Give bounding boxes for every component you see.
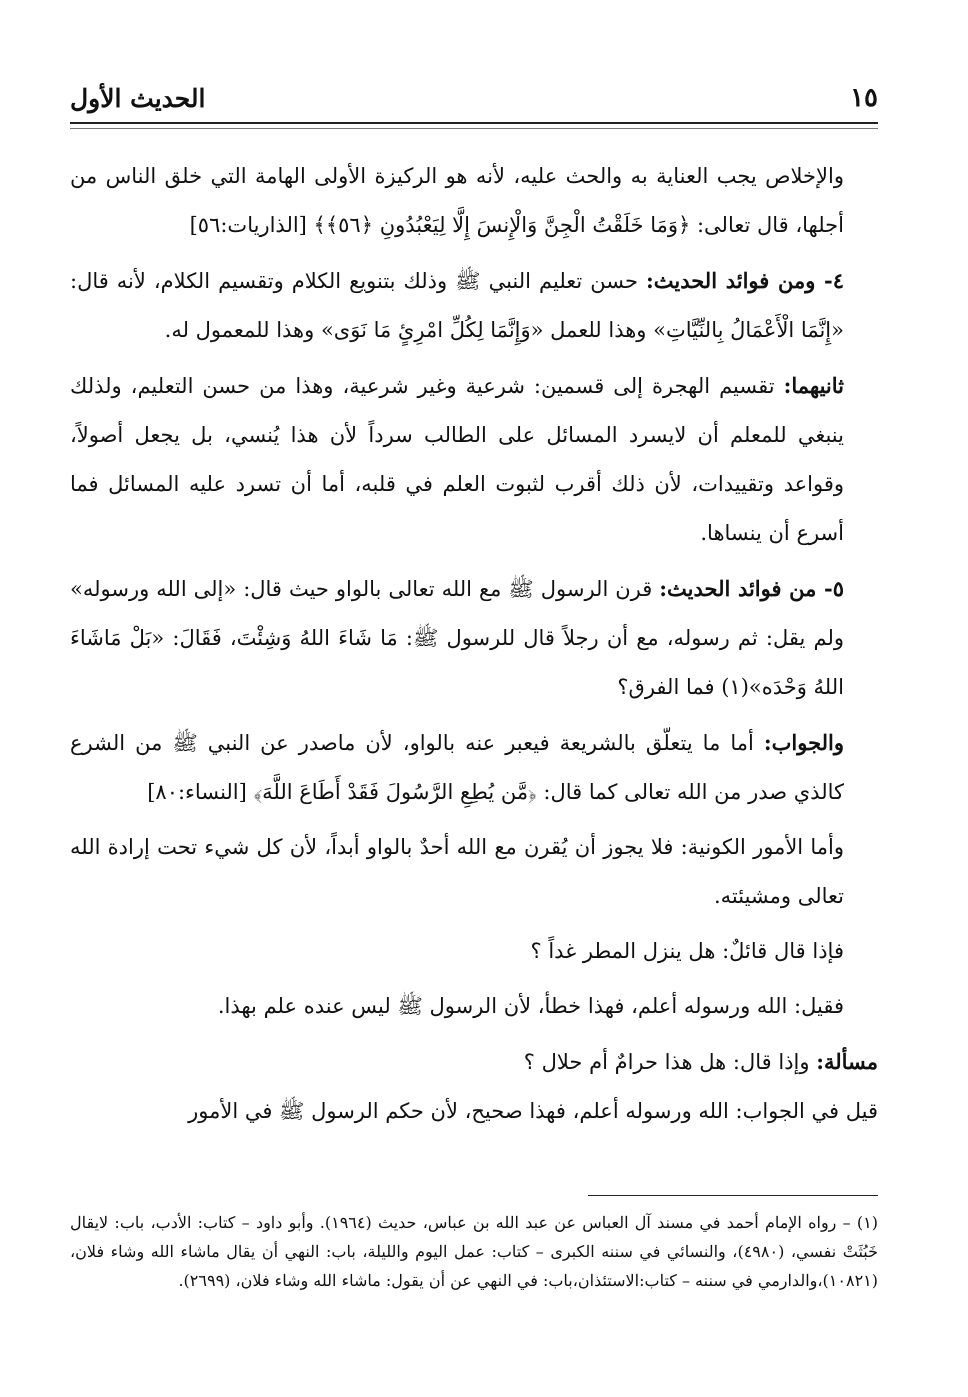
paragraph-7-text: فإذا قال قائلٌ: هل ينزل المطر غداً ؟ bbox=[530, 939, 844, 963]
paragraph-5 bbox=[70, 718, 878, 817]
paragraph-6 bbox=[70, 823, 878, 921]
paragraph-4-lead: ٥- من فوائد الحديث: bbox=[659, 576, 844, 601]
paragraph-2-text: حسن تعليم النبي ﷺ وذلك بتنويع الكلام وتقسيم الكلام، لأنه قال: «إِنَّمَا الْأَعْمَالُ بِالنِّيَّاتِ» وهذا للعمل «وَإِنَّمَا لِكُلِّ امْرِئٍ مَا نَوَى» وهذا للمعمول له. bbox=[70, 269, 844, 342]
paragraph-5-text: أما ما يتعلّق بالشريعة فيعبر عنه بالواو، لأن ماصدر عن النبي ﷺ من الشرع كالذي صدر من الله تعالى كما قال: ﴿مَّن يُطِعِ الرَّسُولَ فَقَدْ أَطَاعَ اللَّهَ﴾ [النساء:٨٠] bbox=[70, 731, 844, 804]
page-header bbox=[70, 78, 878, 118]
paragraph-1-text: والإخلاص يجب العناية به والحث عليه، لأنه هو الركيزة الأولى الهامة التي خلق الناس من أجلها، قال تعالى: ﴿وَمَا خَلَقْتُ الْجِنَّ وَالْإِنسَ إِلَّا لِيَعْبُدُونِ ﴿٥٦﴾﴾ [الذاريات:٥٦] bbox=[70, 164, 844, 237]
page-number: ١٥ bbox=[850, 83, 878, 113]
paragraph-3 bbox=[70, 361, 878, 558]
paragraph-8-text: فقيل: الله ورسوله أعلم، فهذا خطأ، لأن الرسول ﷺ ليس عنده علم بهذا. bbox=[217, 994, 844, 1018]
paragraph-8 bbox=[70, 982, 878, 1031]
footnote-1: (١) – رواه الإمام أحمد في مسند آل العباس عن عبد الله بن عباس، حديث (١٩٦٤). وأبو داود – كتاب: الأدب، باب: لايقال خَبُثَتْ نفسي، (٤٩٨٠)، والنسائي في سننه الكبرى – كتاب: عمل اليوم والليلة، باب: النهي أن يقال ماشاء الله وشاء فلان، (١٠٨٢١)،والدارمي في سننه – كتاب:الاستئذان،باب: في النهي عن أن يقول: ماشاء الله وشاء فلان، (٢٦٩٩). bbox=[70, 1213, 879, 1290]
paragraph-2-lead: ٤- ومن فوائد الحديث: bbox=[646, 268, 844, 293]
main-text bbox=[70, 152, 878, 1142]
paragraph-4-text: قرن الرسول ﷺ مع الله تعالى بالواو حيث قال: «إلى الله ورسوله» ولم يقل: ثم رسوله، مع أن رجلاً قال للرسول ﷺ: مَا شَاءَ اللهُ وَشِئْتَ، فَقَالَ: «بَلْ مَاشَاءَ اللهُ وَحْدَه»(١) فما الفرق؟ bbox=[70, 577, 844, 699]
paragraph-2 bbox=[70, 256, 878, 355]
footnote-divider bbox=[588, 1195, 878, 1196]
paragraph-7 bbox=[70, 927, 878, 976]
paragraph-9-text: وإذا قال: هل هذا حرامٌ أم حلال ؟ bbox=[523, 1050, 817, 1074]
paragraph-10 bbox=[70, 1087, 878, 1136]
paragraph-5-lead: والجواب: bbox=[763, 730, 844, 755]
paragraph-6-text: وأما الأمور الكونية: فلا يجوز أن يُقرن مع الله أحدٌ بالواو أبداً، لأن كل شيء تحت إرادة الله تعالى ومشيئته. bbox=[70, 835, 844, 908]
paragraph-1 bbox=[70, 152, 878, 250]
running-title: الحديث الأول bbox=[70, 83, 206, 113]
header-divider bbox=[70, 122, 878, 129]
paragraph-9-lead: مسألة: bbox=[816, 1049, 878, 1074]
paragraph-9 bbox=[70, 1037, 878, 1087]
paragraph-3-text: تقسيم الهجرة إلى قسمين: شرعية وغير شرعية، وهذا من حسن التعليم، ولذلك ينبغي للمعلم أن لايسرد المسائل على الطالب سرداً لأن هذا يُنسي، بل يجعل أصولاً، وقواعد وتقييدات، لأن ذلك أقرب لثبوت العلم في قلبه، أما أن تسرد عليه المسائل فما أسرع أن ينساها. bbox=[70, 374, 844, 545]
paragraph-3-lead: ثانيهما: bbox=[783, 373, 844, 398]
paragraph-4 bbox=[70, 564, 878, 712]
footnotes bbox=[70, 1208, 878, 1295]
paragraph-10-text: قيل في الجواب: الله ورسوله أعلم، فهذا صحيح، لأن حكم الرسول ﷺ في الأمور bbox=[188, 1099, 878, 1123]
